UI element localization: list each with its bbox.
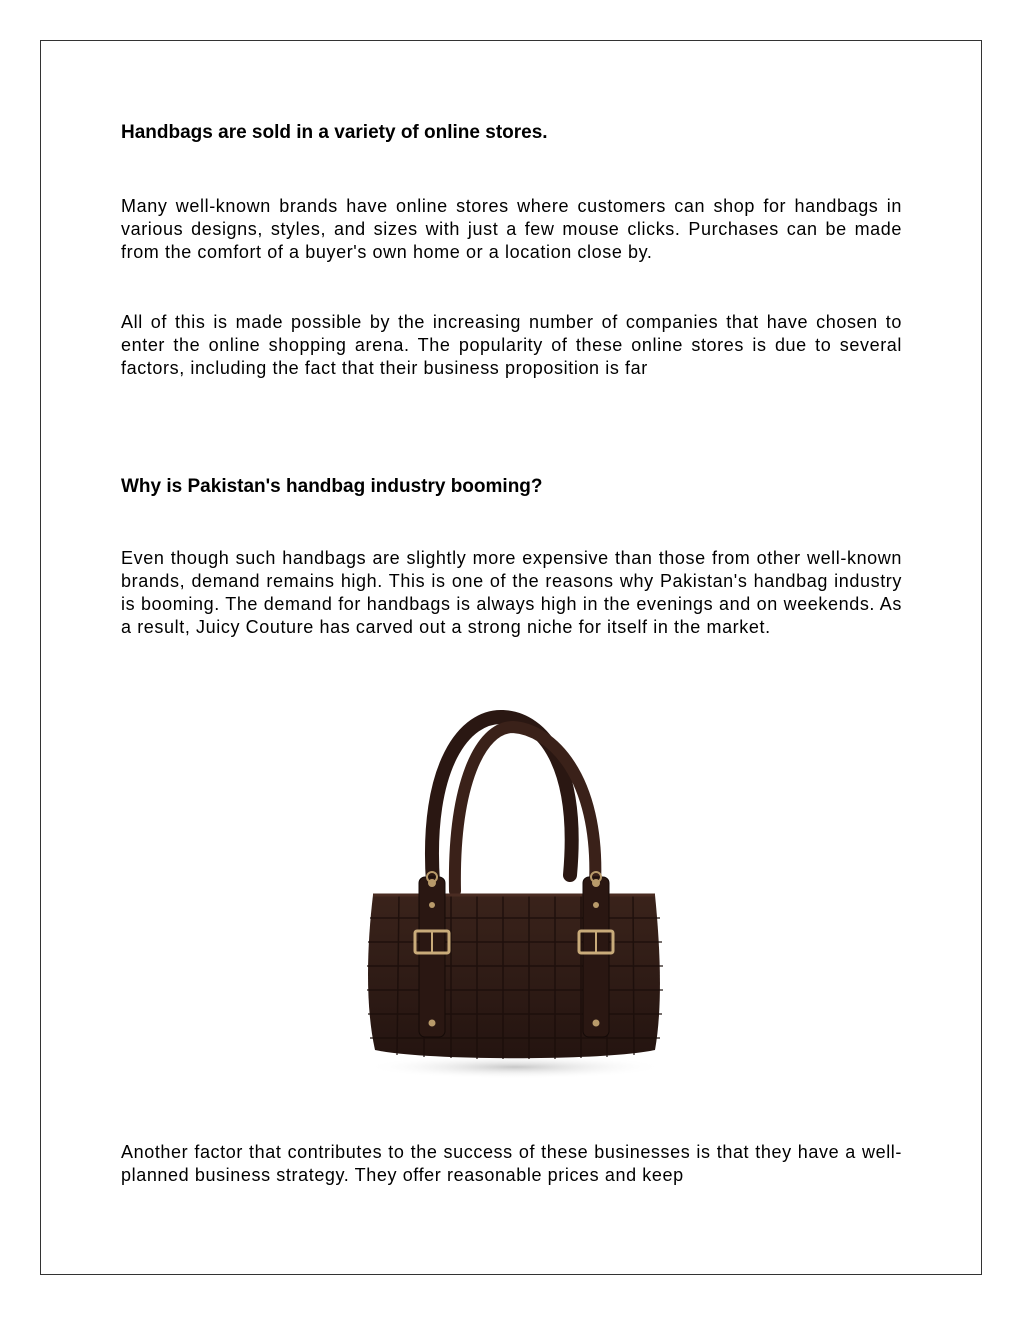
heading-online-stores: Handbags are sold in a variety of online stores.: [121, 122, 548, 143]
heading-pakistan-industry: Why is Pakistan's handbag industry booming?: [121, 476, 543, 497]
paragraph-demand-high: Even though such handbags are slightly more expensive than those from other well-known brands, demand remains high. This is one of the reasons why Pakistan's handbag industry is booming. The demand for handbags is always high in the evenings and on weekends. As a result, Juicy Couture has carved out a strong niche for itself in the market.: [121, 548, 902, 637]
paragraph-brands-online: Many well-known brands have online stores where customers can shop for handbags in various designs, styles, and sizes with just a few mouse clicks. Purchases can be made from the comfort of a buyer's own home or a location close by.: [121, 196, 902, 262]
paragraph-online-arena: All of this is made possible by the increasing number of companies that have chosen to enter the online shopping arena. The popularity of these online stores is due to several factors, including the fact that their business proposition is far: [121, 312, 902, 378]
handbag-icon: [355, 705, 675, 1095]
handbag-image: [355, 705, 675, 1095]
paragraph-business-strategy: Another factor that contributes to the success of these businesses is that they have a well-planned business strategy. They offer reasonable prices and keep: [121, 1142, 902, 1185]
